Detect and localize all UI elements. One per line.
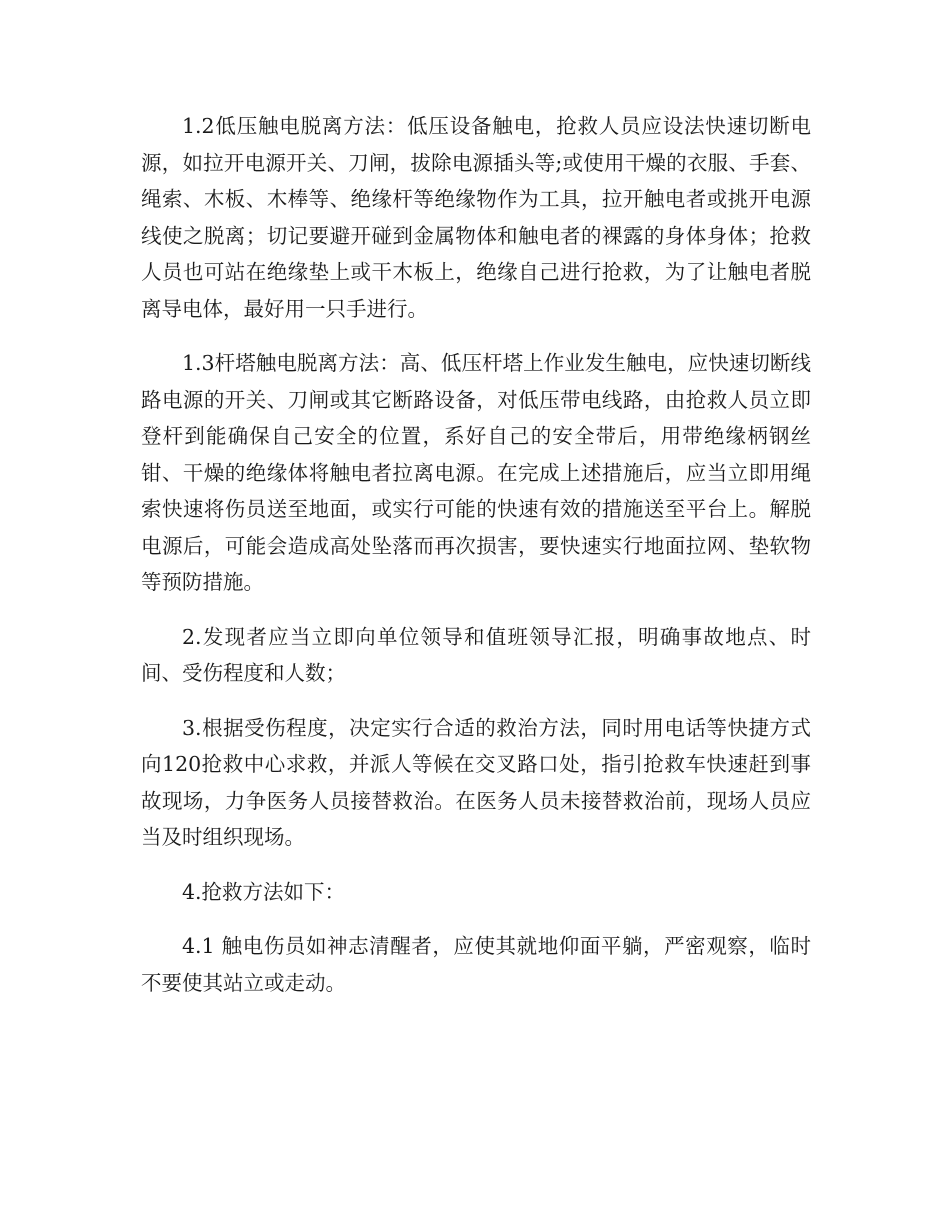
paragraph-1-2-low-voltage: 1.2低压触电脱离方法：低压设备触电，抢救人员应设法快速切断电源，如拉开电源开关、刀闸，拔除电源插头等;或使用干燥的衣服、手套、绳索、木板、木棒等、绝缘杆等绝缘物作为工具，拉开触电者或挑开电源线使之脱离；切记要避开碰到金属物体和触电者的裸露的身体身体；抢救人员也可站在绝缘垫上或干木板上，绝缘自己进行抢救，为了让触电者脱离导电体，最好用一只手进行。 [141, 114, 811, 321]
paragraph-2-report: 2.发现者应当立即向单位领导和值班领导汇报，明确事故地点、时间、受伤程度和人数； [141, 624, 811, 685]
paragraph-1-3-pole-tower: 1.3杆塔触电脱离方法：高、低压杆塔上作业发生触电，应快速切断线路电源的开关、刀闸或其它断路设备，对低压带电线路，由抢救人员立即登杆到能确保自己安全的位置，系好自己的安全带后，用带绝缘柄钢丝钳、干燥的绝缘体将触电者拉离电源。在完成上述措施后，应当立即用绳索快速将伤员送至地面，或实行可能的快速有效的措施送至平台上。解脱电源后，可能会造成高处坠落而再次损害，要快速实行地面拉网、垫软物等预防措施。 [141, 351, 811, 594]
paragraph-4-rescue-methods: 4.抢救方法如下： [182, 879, 346, 904]
document-page [141, 108, 811, 1019]
paragraph-4-1-conscious-victim: 4.1 触电伤员如神志清醒者，应使其就地仰面平躺，严密观察，临时不要使其站立或走动。 [141, 934, 811, 995]
paragraph-3-treatment: 3.根据受伤程度，决定实行合适的救治方法，同时用电话等快捷方式向120抢救中心求救，并派人等候在交叉路口处，指引抢救车快速赶到事故现场，力争医务人员接替救治。在医务人员未接替救治前，现场人员应当及时组织现场。 [141, 715, 811, 849]
